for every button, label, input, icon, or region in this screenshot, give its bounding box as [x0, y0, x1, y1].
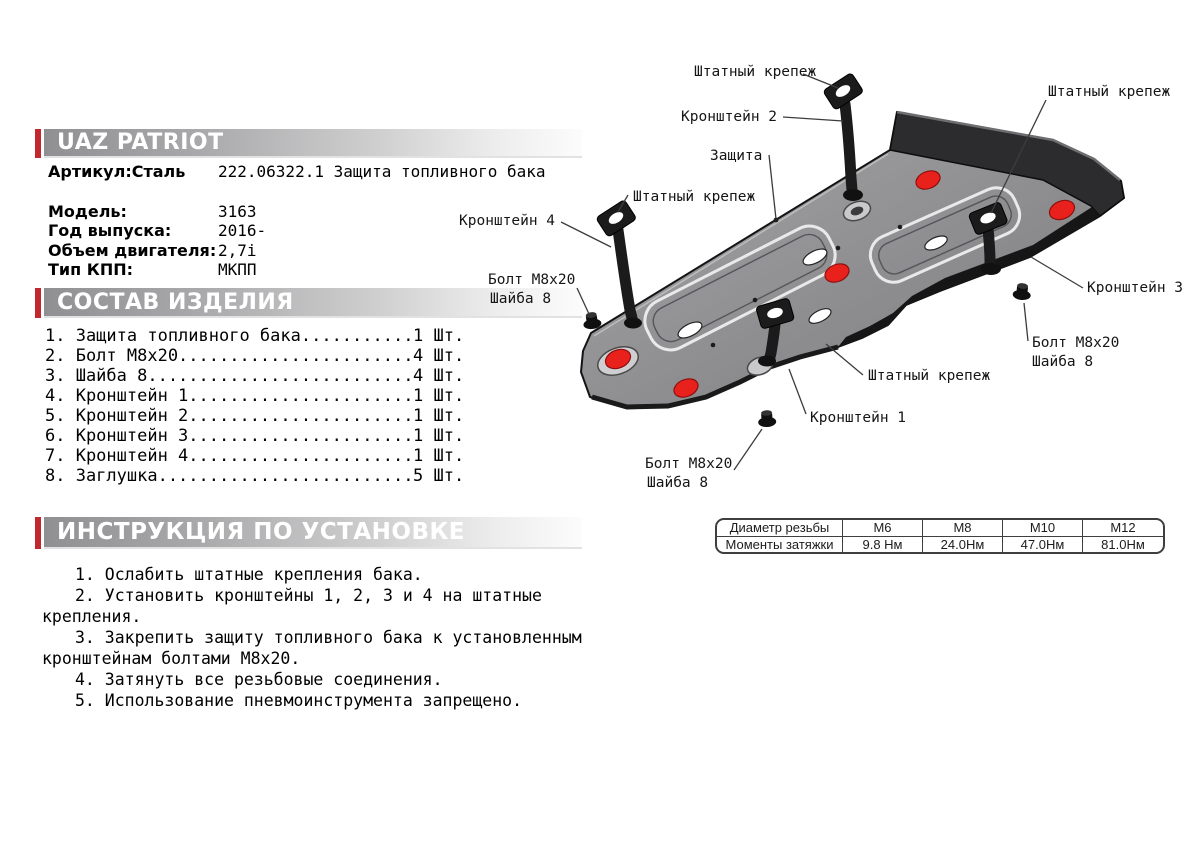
list-item: 2. Болт М8х20....................... 4 Шт.: [45, 346, 465, 366]
brand-title: UAZ PATRIOT: [57, 130, 224, 155]
label-bracket-3: Кронштейн 3: [1087, 280, 1184, 296]
spec-row-gearbox: Тип КПП: МКПП: [48, 260, 257, 280]
instruction-step: 2. Установить кронштейны 1, 2, 3 и 4 на штатные: [75, 586, 542, 605]
skid-plate-diagram: [440, 30, 1200, 530]
table-cell: 47.0Нм: [1003, 537, 1083, 553]
instructions-title: ИНСТРУКЦИЯ ПО УСТАНОВКЕ: [57, 519, 466, 545]
list-item: 8. Заглушка......................... 5 Шт.: [45, 466, 465, 486]
article-value: 222.06322.1 Защита топливного бака: [218, 162, 546, 181]
label-bracket-1: Кронштейн 1: [810, 410, 907, 426]
label-washer-right: Шайба 8: [1032, 354, 1094, 370]
list-item: 4. Кронштейн 1...................... 1 Шт.: [45, 386, 465, 406]
label-washer-left: Шайба 8: [490, 291, 552, 307]
bracket-4: [596, 200, 642, 329]
instruction-step: 4. Затянуть все резьбовые соединения.: [75, 670, 443, 689]
label-washer-bottom: Шайба 8: [647, 475, 709, 491]
table-cell: М10: [1003, 520, 1083, 537]
table-cell: М6: [843, 520, 923, 537]
instructions-list: [0, 564, 640, 711]
label-stock-mount-left: Штатный крепеж: [633, 189, 756, 205]
label-stock-mount-top: Штатный крепеж: [694, 64, 817, 80]
spec-row-engine: Объем двигателя: 2,7i: [48, 240, 257, 260]
table-cell: М12: [1083, 520, 1163, 537]
list-item: 5. Кронштейн 2...................... 1 Шт.: [45, 406, 465, 426]
spec-row-model: Модель: 3163: [48, 202, 257, 221]
list-item: 3. Шайба 8.......................... 4 Шт.: [45, 366, 465, 386]
bolt-washer-bottom: [757, 410, 776, 428]
list-item: 6. Кронштейн 3...................... 1 Шт.: [45, 426, 465, 446]
torque-table-header: Моменты затяжки: [717, 537, 843, 553]
table-cell: 9.8 Нм: [843, 537, 923, 553]
label-bolt-bottom: Болт М8х20: [645, 456, 733, 472]
list-item: 7. Кронштейн 4...................... 1 Шт.: [45, 446, 465, 466]
table-cell: 81.0Нм: [1101, 536, 1145, 552]
red-accent-stripe: [35, 288, 41, 318]
label-plate: Защита: [710, 148, 763, 164]
instruction-wrap: крепления.: [42, 607, 142, 626]
red-accent-stripe: [35, 129, 41, 158]
bolt-washer-right: [1012, 282, 1032, 301]
table-cell: 24.0Нм: [923, 537, 1003, 553]
red-accent-stripe: [35, 517, 41, 549]
article-label: Артикул:Сталь: [48, 162, 186, 181]
instruction-step: 3. Закрепить защиту топливного бака к установленным: [75, 628, 582, 647]
label-bolt-left: Болт М8х20: [488, 272, 576, 288]
label-stock-mount-bottom: Штатный крепеж: [868, 368, 991, 384]
instruction-wrap: кронштейнам болтами М8х20.: [42, 649, 301, 668]
instruction-step: 5. Использование пневмоинструмента запрещено.: [75, 691, 523, 710]
label-bolt-right: Болт М8х20: [1032, 335, 1120, 351]
list-item: 1. Защита топливного бака........... 1 Шт.: [45, 326, 465, 346]
label-bracket-4: Кронштейн 4: [459, 213, 556, 229]
spec-row-year: Год выпуска: 2016-: [48, 221, 267, 241]
label-bracket-2: Кронштейн 2: [681, 109, 778, 125]
instruction-step: 1. Ослабить штатные крепления бака.: [75, 565, 423, 584]
table-cell: М8: [923, 520, 1003, 537]
composition-list: [45, 326, 485, 486]
composition-title: СОСТАВ ИЗДЕЛИЯ: [57, 289, 294, 315]
torque-table-header: Диаметр резьбы: [717, 520, 843, 537]
label-stock-mount-right: Штатный крепеж: [1048, 84, 1171, 100]
